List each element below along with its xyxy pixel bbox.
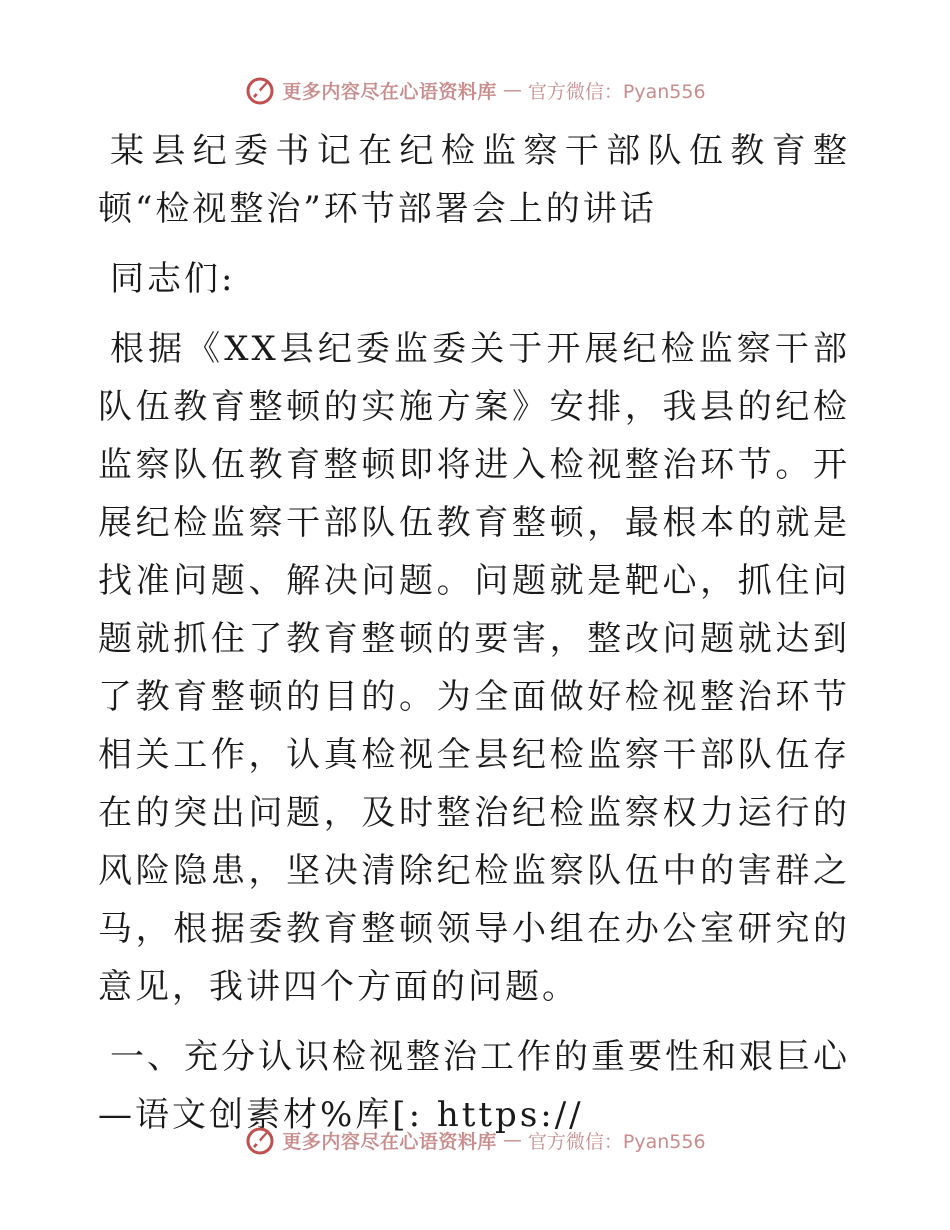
banner-wechat: 官方微信：Pyan556 — [527, 80, 706, 103]
document-body — [98, 122, 850, 1144]
section-heading: 一、充分认识检视整治工作的重要性和艰巨心—语文创素材%库[: https:// — [98, 1037, 850, 1135]
banner-separator: — — [502, 79, 522, 101]
document-title: 某县纪委书记在纪检监察干部队伍教育整顿“检视整治”环节部署会上的讲话 — [98, 131, 850, 229]
quill-logo-icon — [244, 1124, 276, 1156]
greeting: 同志们: — [110, 259, 236, 299]
banner-text: 更多内容尽在心语资料库 — [282, 80, 497, 103]
paragraph: 根据《XX县纪委监委关于开展纪检监察干部队伍教育整顿的实施方案》安排，我县的纪检监察队伍教育整顿即将进入检视整治环节。开展纪检监察干部队伍教育整顿，最根本的就是找准问题、解决问题。问题就是靶心，抓住问题就抓住了教育整顿的要害，整改问题就达到了教育整顿的目的。为全面做好检视整治环节相关工作，认真检视全县纪检监察干部队伍存在的突出问题，及时整治纪检监察权力运行的风险隐患，坚决清除纪检监察队伍中的害群之马，根据委教育整顿领导小组在办公室研究的意见，我讲四个方面的问题。 — [98, 329, 850, 1007]
quill-logo-icon — [244, 74, 276, 106]
banner-text: 更多内容尽在心语资料库 — [282, 1130, 497, 1153]
banner-wechat: 官方微信：Pyan556 — [527, 1130, 706, 1153]
footer-banner — [0, 1120, 950, 1160]
header-banner — [0, 70, 950, 110]
banner-separator: — — [502, 1129, 522, 1151]
